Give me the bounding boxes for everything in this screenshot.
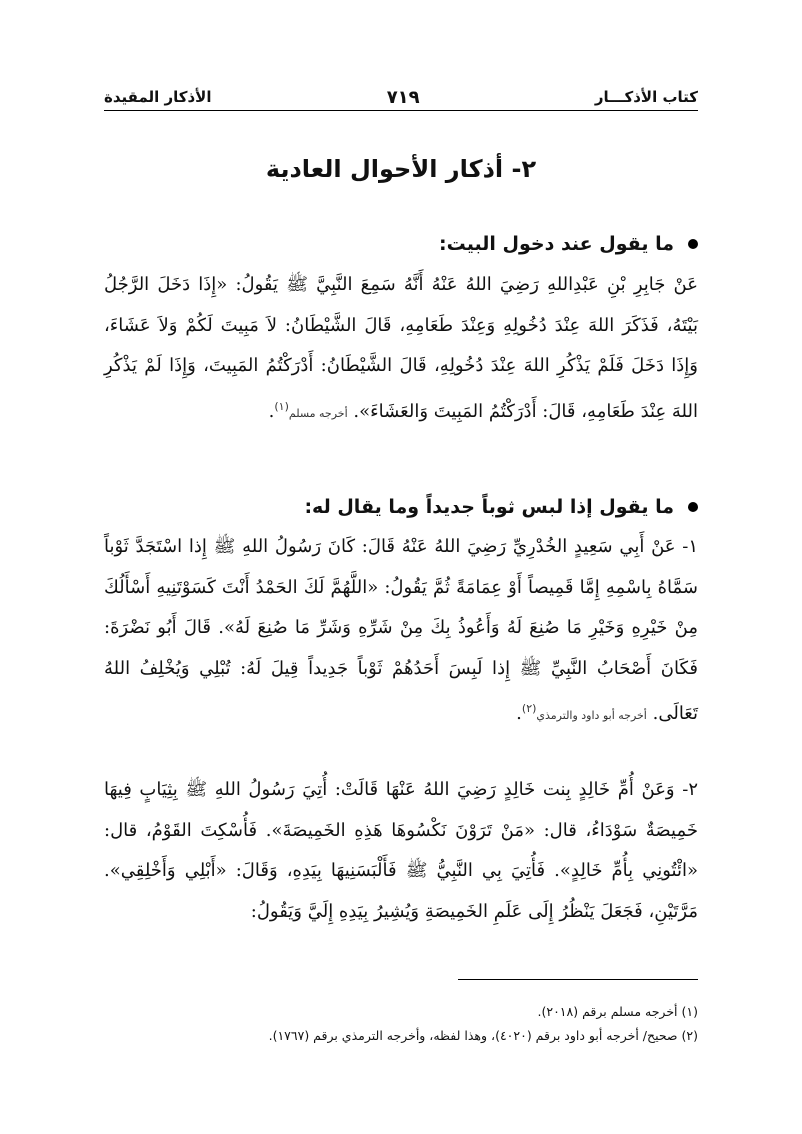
page-number: ٧١٩: [386, 86, 420, 108]
header-chapter-title: الأذكار المقيدة: [104, 88, 212, 106]
footnote-ref: (١): [274, 399, 289, 413]
paragraph-text: عَنْ جَابِرِ بْنِ عَبْدِاللهِ رَضِيَ اللهُ عَنْهُ أَنَّهُ سَمِعَ النَّبِيَّ ﷺ يَقُولُ: «إِذَا دَخَلَ الرَّجُلُ بَيْتَهُ، فَذَكَرَ اللهَ عِنْدَ دُخُولِهِ وَعِنْدَ طَعَامِهِ، قَالَ الشَّيْطَانُ: لاَ مَبِيتَ لَكُمْ وَلاَ عَشَاءَ، وَإِذَا دَخَلَ فَلَمْ يَذْكُرِ اللهَ عِنْدَ دُخُولِهِ، قَالَ الشَّيْطَانُ: أَدْرَكْتُمُ المَبِيتَ، وَإِذَا لَمْ يَذْكُرِ اللهَ عِنْدَ طَعَامِهِ، قَالَ: أَدْرَكْتُمُ المَبِيتَ وَالعَشَاءَ».: [104, 274, 698, 422]
footnotes: [104, 1000, 698, 1048]
footnote-divider: [458, 979, 698, 980]
footnote-2: (٢) صحيح/ أخرجه أبو داود برقم (٤٠٢٠)، وهذا لفظه، وأخرجه الترمذي برقم (١٧٦٧).: [268, 1028, 698, 1043]
section-heading-text: ما يقول عند دخول البيت:: [439, 233, 674, 255]
section-heading-new-garment: [104, 496, 698, 518]
section-heading-entering-house: [104, 233, 698, 255]
bullet-icon: [688, 239, 698, 249]
section-heading-text: ما يقول إذا لبس ثوباً جديداً وما يقال له:: [304, 496, 674, 518]
paragraph-umm-khalid: [104, 770, 698, 932]
paragraph-text: ١- عَنْ أَبِي سَعِيدٍ الخُدْرِيِّ رَضِيَ اللهُ عَنْهُ قَالَ: كَانَ رَسُولُ اللهِ ﷺ إِذا اسْتَجَدَّ ثَوْباً سَمَّاهُ بِاسْمِهِ إِمَّا قَمِيصاً أَوْ عِمَامَةً ثُمَّ يَقُولُ: «اللَّهُمَّ لَكَ الحَمْدُ أَنْتَ كَسَوْتَنِيهِ أَسْأَلُكَ مِنْ خَيْرِهِ وَخَيْرِ مَا صُنِعَ لَهُ وَأَعُوذُ بِكَ مِنْ شَرِّهِ وَشَرِّ مَا صُنِعَ لَهُ». قَالَ أَبُو نَضْرَةَ: فَكَانَ أَصْحَابُ النَّبِيِّ ﷺ إِذا لَبِسَ أَحَدُهُمْ ثَوْباً جَدِيداً قِيلَ لَهُ: تُبْلِي وَيُخْلِفُ اللهُ تَعَالَى.: [104, 536, 698, 724]
paragraph-abu-said: ١- عَنْ أَبِي سَعِيدٍ الخُدْرِيِّ رَضِيَ اللهُ عَنْهُ قَالَ: كَانَ رَسُولُ اللهِ ﷺ إِذا اسْتَجَدَّ ثَوْباً سَمَّاهُ بِاسْمِهِ إِمَّا قَمِيصاً أَوْ عِمَامَةً ثُمَّ يَقُولُ: «اللَّهُمَّ لَكَ الحَمْدُ أَنْتَ كَسَوْتَنِيهِ أَسْأَلُكَ مِنْ خَيْرِهِ وَخَيْرِ مَا صُنِعَ لَهُ وَأَعُوذُ بِكَ مِنْ شَرِّهِ وَشَرِّ مَا صُنِعَ لَهُ». قَالَ أَبُو نَضْرَةَ: فَكَانَ أَصْحَابُ النَّبِيِّ ﷺ إِذا لَبِسَ أَحَدُهُمْ ثَوْباً جَدِيداً قِيلَ لَهُ: تُبْلِي وَيُخْلِفُ اللهُ تَعَالَى. أخرجه أبو داود والترمذي$^{(٢)}$.: [104, 536, 698, 724]
chapter-title: ٢- أذكار الأحوال العادية: [265, 155, 537, 183]
source-note: أخرجه مسلم: [288, 406, 348, 420]
source-note: أخرجه أبو داود والترمذي: [536, 709, 647, 722]
page-header: [104, 84, 698, 111]
paragraph-jabir: عَنْ جَابِرِ بْنِ عَبْدِاللهِ رَضِيَ اللهُ عَنْهُ أَنَّهُ سَمِعَ النَّبِيَّ ﷺ يَقُولُ: «إِذَا دَخَلَ الرَّجُلُ بَيْتَهُ، فَذَكَرَ اللهَ عِنْدَ دُخُولِهِ وَعِنْدَ طَعَامِهِ، قَالَ الشَّيْطَانُ: لاَ مَبِيتَ لَكُمْ وَلاَ عَشَاءَ، وَإِذَا دَخَلَ فَلَمْ يَذْكُرِ اللهَ عِنْدَ دُخُولِهِ، قَالَ الشَّيْطَانُ: أَدْرَكْتُمُ المَبِيتَ، وَإِذَا لَمْ يَذْكُرِ اللهَ عِنْدَ طَعَامِهِ، قَالَ: أَدْرَكْتُمُ المَبِيتَ وَالعَشَاءَ». أخرجه مسلم$^{(١)}$.: [104, 274, 698, 422]
footnote-1: (١) أخرجه مسلم برقم (٢٠١٨).: [537, 1004, 698, 1019]
bullet-icon: [688, 502, 698, 512]
header-book-title: كتاب الأذكـــار: [594, 88, 698, 106]
paragraph-text: ٢- وَعَنْ أُمِّ خَالِدٍ بِنت خَالِدٍ رَضِيَ اللهُ عَنْهَا قَالَتْ: أُتِيَ رَسُولُ اللهِ ﷺ بِثِيَابٍ فِيهَا خَمِيصَةٌ سَوْدَاءُ، قال: «مَنْ تَرَوْنَ نَكْسُوهَا هَذِهِ الخَمِيصَةَ». فَأُسْكِتَ القَوْمُ، قال: «ائْتُونِي بِأُمِّ خَالِدٍ». فَأُتِيَ بِي النَّبِيُّ ﷺ فَأَلْبَسَنِيهَا بِيَدِهِ، وَقَالَ: «أَبْلِي وَأَخْلِقِي». مَرَّتَيْنِ، فَجَعَلَ يَنْظُرُ إِلَى عَلَمِ الخَمِيصَةِ وَيُشِيرُ بِيَدِهِ إِلَيَّ وَيَقُولُ:: [104, 779, 698, 922]
footnote-ref: (٢): [521, 702, 537, 715]
